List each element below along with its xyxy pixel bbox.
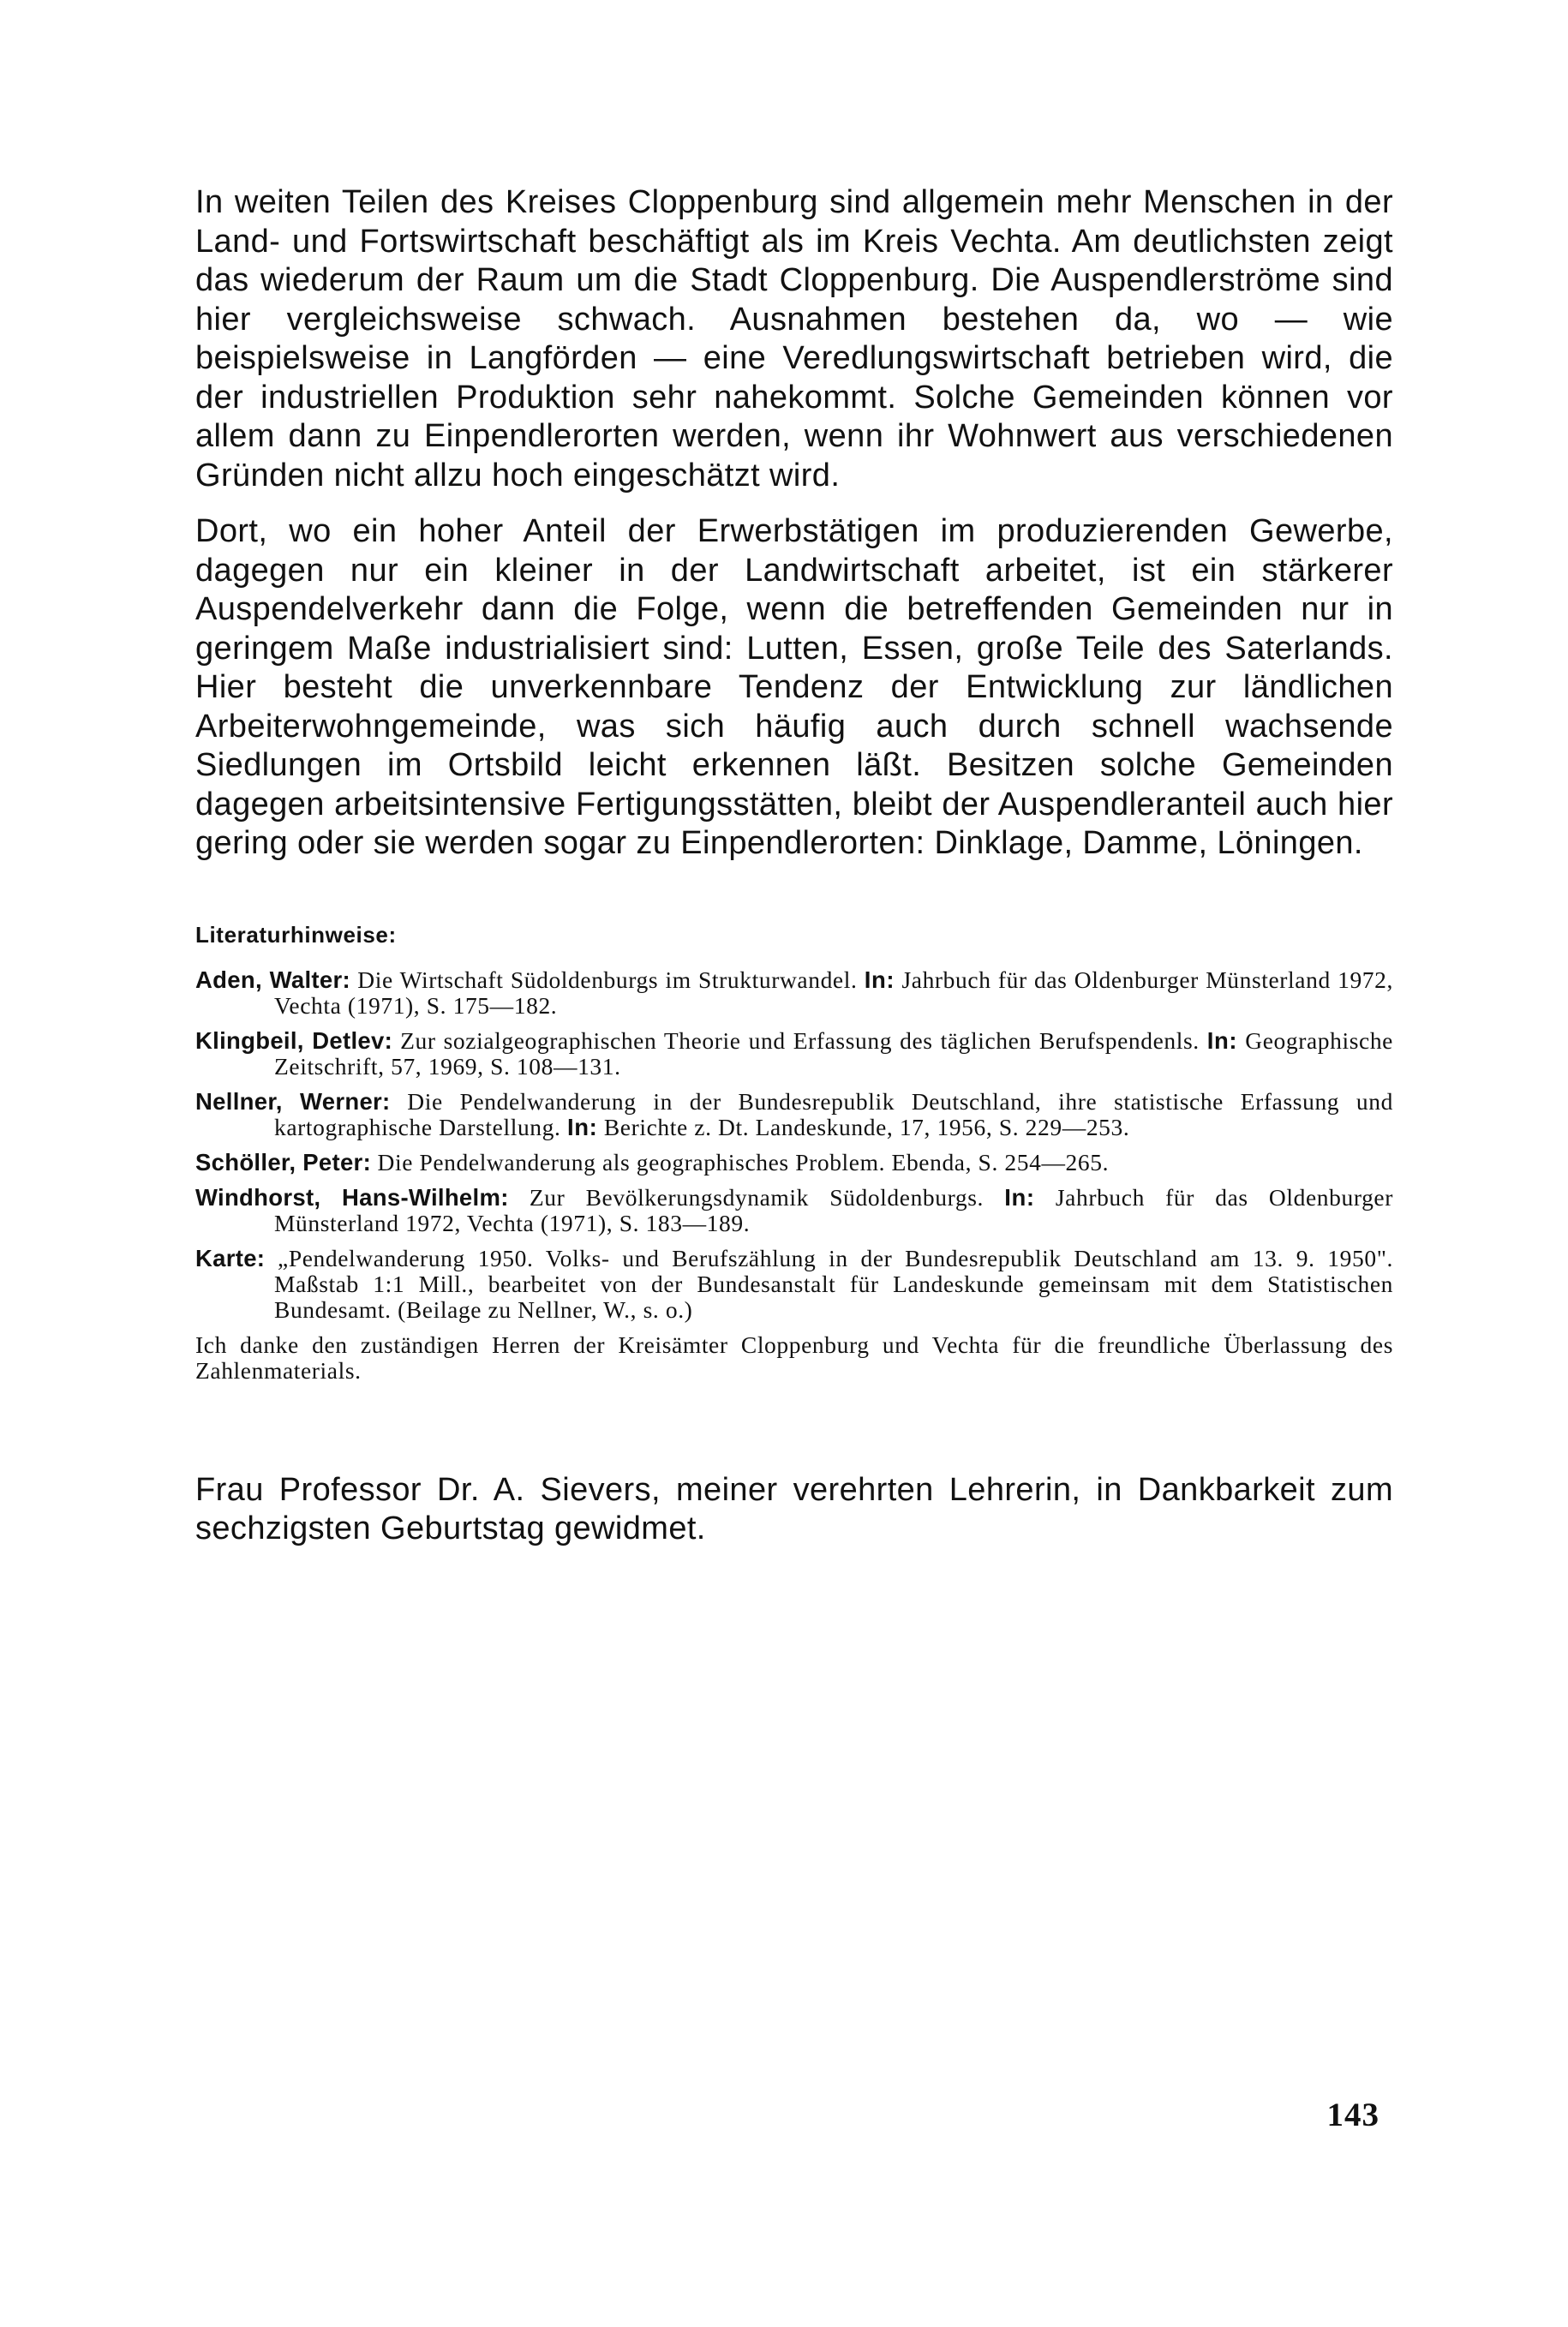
- reference-source: Jahrbuch für das Oldenburger Münsterland 1972, Vechta (1971), S. 183—189.: [274, 1183, 1393, 1236]
- reference-author: Aden, Walter:: [195, 966, 350, 993]
- reference-author: Schöller, Peter:: [195, 1148, 372, 1175]
- acknowledgement: Ich danke den zuständigen Herren der Kreisämter Cloppenburg und Vechta für die freundliche Überlassung des Zahlenmaterials.: [195, 1331, 1393, 1384]
- reference-title: „Pendelwanderung 1950. Volks- und Berufszählung in der Bundesrepublik Deutschland am 13. 9. 1950". Maßstab 1:1 Mill., bearbeitet von der Bundesanstalt für Landeskunde gemeinsam mit dem Statistischen Bundesamt. (Beilage zu Nellner, W., s. o.): [265, 1244, 1393, 1323]
- reference-title: Die Pendelwanderung als geographisches Problem. Ebenda, S. 254—265.: [371, 1148, 1110, 1175]
- reference-author: Karte:: [195, 1244, 266, 1271]
- reference-in-label: In:: [1004, 1183, 1035, 1211]
- reference-author: Klingbeil, Detlev:: [195, 1026, 393, 1054]
- reference-in-label: In:: [864, 966, 895, 993]
- dedication: Frau Professor Dr. A. Sievers, meiner verehrten Lehrerin, in Dankbarkeit zum sechzigsten Geburtstag gewidmet.: [195, 1471, 1393, 1546]
- reference-title: Zur sozialgeographischen Theorie und Erfassung des täglichen Berufspendenls.: [392, 1026, 1207, 1054]
- body-paragraph: In weiten Teilen des Kreises Cloppenburg sind allgemein mehr Menschen in der Land- und Fortswirtschaft beschäftigt als im Kreis Vechta. Am deutlichsten zeigt das wiederum der Raum um die Stadt Cloppenburg. Die Auspendlerströme sind hier vergleichsweise schwach. Ausnahmen bestehen da, wo — wie beispielsweise in Langförden — eine Veredlungswirtschaft betrieben wird, die der industriellen Produktion sehr nahekommt. Solche Gemeinden können vor allem dann zu Einpendlerorten werden, wenn ihr Wohnwert aus verschiedenen Gründen nicht allzu hoch eingeschätzt wird.: [195, 184, 1393, 494]
- reference-entry: [195, 1246, 1393, 1323]
- reference-source: Geographische Zeitschrift, 57, 1969, S. 108—131.: [274, 1026, 1393, 1080]
- body-paragraph: Dort, wo ein hoher Anteil der Erwerbstätigen im produzierenden Gewerbe, dagegen nur ein kleiner in der Landwirtschaft arbeitet, ist ein stärkerer Auspendelverkehr dann die Folge, wenn die betreffenden Gemeinden nur in geringem Maße industrialisiert sind: Lutten, Essen, große Teile des Saterlands. Hier besteht die unverkennbare Tendenz der Entwicklung zur ländlichen Arbeiterwohngemeinde, was sich häufig auch durch schnell wachsende Siedlungen im Ortsbild leicht erkennen läßt. Besitzen solche Gemeinden dagegen arbeitsintensive Fertigungsstätten, bleibt der Auspendleranteil auch hier gering oder sie werden sogar zu Einpendlerorten: Dinklage, Damme, Löningen.: [195, 513, 1393, 861]
- reference-entry: [195, 967, 1393, 1019]
- reference-list: [195, 967, 1393, 1323]
- reference-author: Nellner, Werner:: [195, 1087, 391, 1115]
- reference-entry: [195, 1089, 1393, 1140]
- reference-entry: [195, 1150, 1393, 1175]
- reference-title: Zur Bevölkerungsdynamik Südoldenburgs.: [508, 1183, 1005, 1211]
- reference-source: Berichte z. Dt. Landeskunde, 17, 1956, S. 229—253.: [597, 1113, 1130, 1140]
- reference-source: Jahrbuch für das Oldenburger Münsterland 1972, Vechta (1971), S. 175—182.: [274, 966, 1393, 1019]
- page-content: [195, 183, 1393, 1548]
- reference-author: Windhorst, Hans-Wilhelm:: [195, 1183, 509, 1211]
- reference-title: Die Wirtschaft Südoldenburgs im Strukturwandel.: [350, 966, 865, 993]
- reference-title: Die Pendelwanderung in der Bundesrepublik Deutschland, ihre statistische Erfassung und kartographische Darstellung.: [274, 1087, 1393, 1140]
- page-number: 143: [1326, 2097, 1379, 2133]
- reference-entry: [195, 1028, 1393, 1080]
- reference-entry: [195, 1185, 1393, 1236]
- literature-heading: Literaturhinweise:: [195, 921, 397, 948]
- reference-in-label: In:: [566, 1113, 598, 1140]
- reference-in-label: In:: [1206, 1026, 1238, 1054]
